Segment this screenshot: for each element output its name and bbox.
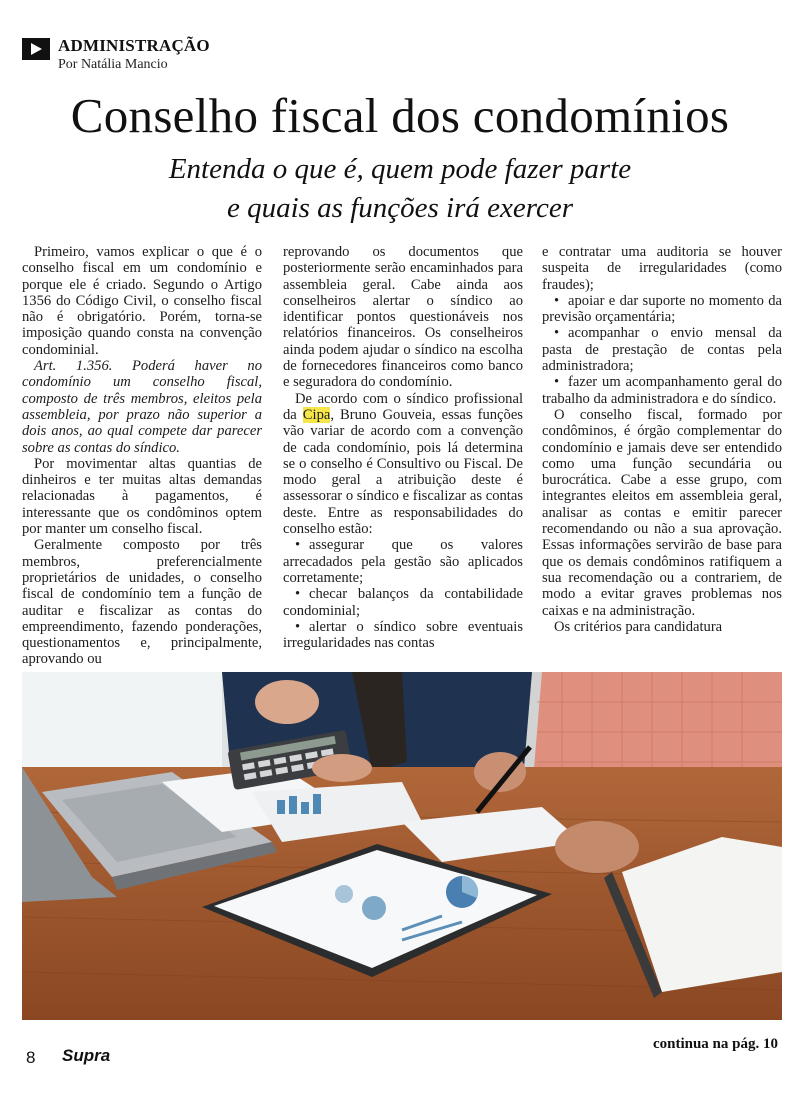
text-span: De acordo com o síndico profissional da: [283, 390, 523, 423]
list-item: [283, 619, 523, 652]
list-item-text: fazer um acompanhamento geral do trabalho da administradora e do síndico.: [542, 374, 782, 407]
article-headline: Conselho fiscal dos condomínios: [70, 88, 730, 143]
bullet-icon: •: [554, 325, 560, 342]
list-item-text: acompanhar o envio mensal da pasta de prestação de contas pela administradora;: [542, 325, 782, 375]
list-item-text: alertar o síndico sobre eventuais irregularidades nas contas: [283, 618, 523, 652]
article-subhead: [0, 150, 800, 228]
subhead-line-1: Entenda o que é, quem pode fazer parte: [168, 153, 632, 185]
section-header: [22, 36, 210, 73]
list-item-text: assegurar que os valores arrecadados pela gestão são aplicados corretamente;: [283, 537, 523, 586]
author-byline: Por Natália Mancio: [58, 57, 168, 72]
list-item: [283, 537, 523, 586]
legal-quote: Art. 1.356. Poderá haver no condomínio um conselho fiscal, composto de três membros, eleitos pela assembleia, por prazo não superior a dois anos, ao qual compete dar parecer sobre as contas do síndico.: [22, 358, 262, 456]
paragraph: Geralmente composto por três membros, preferencialmente proprietários de unidades, o conselho fiscal de condomínio tem a função de auditar e fiscalizar as contas do empreendimento, fazendo ponderações, questionamentos e, principalmente, aprovando ou: [22, 537, 262, 668]
highlighted-company: Cipa: [302, 406, 331, 423]
bullet-icon: •: [295, 537, 301, 554]
list-item-text: checar balanços da contabilidade condominial;: [283, 586, 523, 619]
article-column-3: [542, 244, 782, 635]
paragraph: Por movimentar altas quantias de dinheiros e ter muitas altas demandas relacionadas à pagamentos, é interessante que os condôminos optem por manter um conselho fiscal.: [22, 455, 262, 538]
continued-notice: continua na pág. 10: [652, 1036, 778, 1052]
paragraph: reprovando os documentos que posteriormente serão encaminhados para assembleia geral. Cabe ainda aos conselheiros alertar o síndico ao identificar pontos questionáveis nos relatórios financeiros. Os conselheiros ainda podem ajudar o síndico na escolha de fornecedores financeiros como banco e seguradora do condomínio.: [283, 244, 523, 391]
paragraph: Primeiro, vamos explicar o que é o conselho fiscal em um condomínio e porque ele é criado. Segundo o Artigo 1356 do Código Civil, o conselho fiscal não é obrigatório. Porém, torna-se imposição quando consta na convenção condominial.: [22, 244, 262, 358]
article-column-2: [283, 244, 523, 651]
paragraph: O conselho fiscal, formado por condôminos, é órgão complementar do condomínio e jamais deve ser entendido como uma função secundária ou burocrática. Cabe a esse grupo, com integrantes eleitos em assembleia geral, analisar as contas e emitir parecer recomendando ou não a sua aprovação. Essas informações servirão de base para que os demais condôminos ratifiquem a sua recomendação ou a contrariem, de modo a evitar graves problemas nos caixas e na administração.: [542, 406, 782, 619]
paragraph: [283, 391, 523, 538]
paragraph: e contratar uma auditoria se houver suspeita de irregularidades (como fraudes);: [542, 244, 782, 293]
section-title: ADMINISTRAÇÃO: [58, 36, 210, 55]
list-item-text: apoiar e dar suporte no momento da previsão orçamentária;: [542, 292, 782, 326]
magazine-logo: Supra: [62, 1046, 111, 1065]
bullet-icon: •: [295, 586, 301, 603]
list-item: [283, 586, 523, 619]
list-item: [542, 325, 782, 374]
bullet-icon: •: [295, 618, 301, 635]
list-item: [542, 293, 782, 326]
page-number: 8: [26, 1048, 36, 1067]
text-span: , Bruno Gouveia, essas funções vão variar de acordo com a convenção de cada condomínio, pois lá determina se o conselho é Consultivo ou Fiscal. De modo geral a atribuição deste é assessorar o síndico e fiscalizar as contas deste. Entre as responsabilidades do conselho estão:: [283, 406, 523, 538]
article-photo: [22, 672, 782, 1020]
article-column-1: [22, 244, 262, 668]
list-item: [542, 374, 782, 407]
bullet-icon: •: [554, 374, 560, 391]
meeting-illustration: [22, 672, 782, 1020]
bullet-icon: •: [554, 292, 560, 309]
subhead-line-2: e quais as funções irá exercer: [226, 192, 574, 224]
play-icon: [22, 38, 50, 60]
paragraph: Os critérios para candidatura: [554, 618, 723, 635]
